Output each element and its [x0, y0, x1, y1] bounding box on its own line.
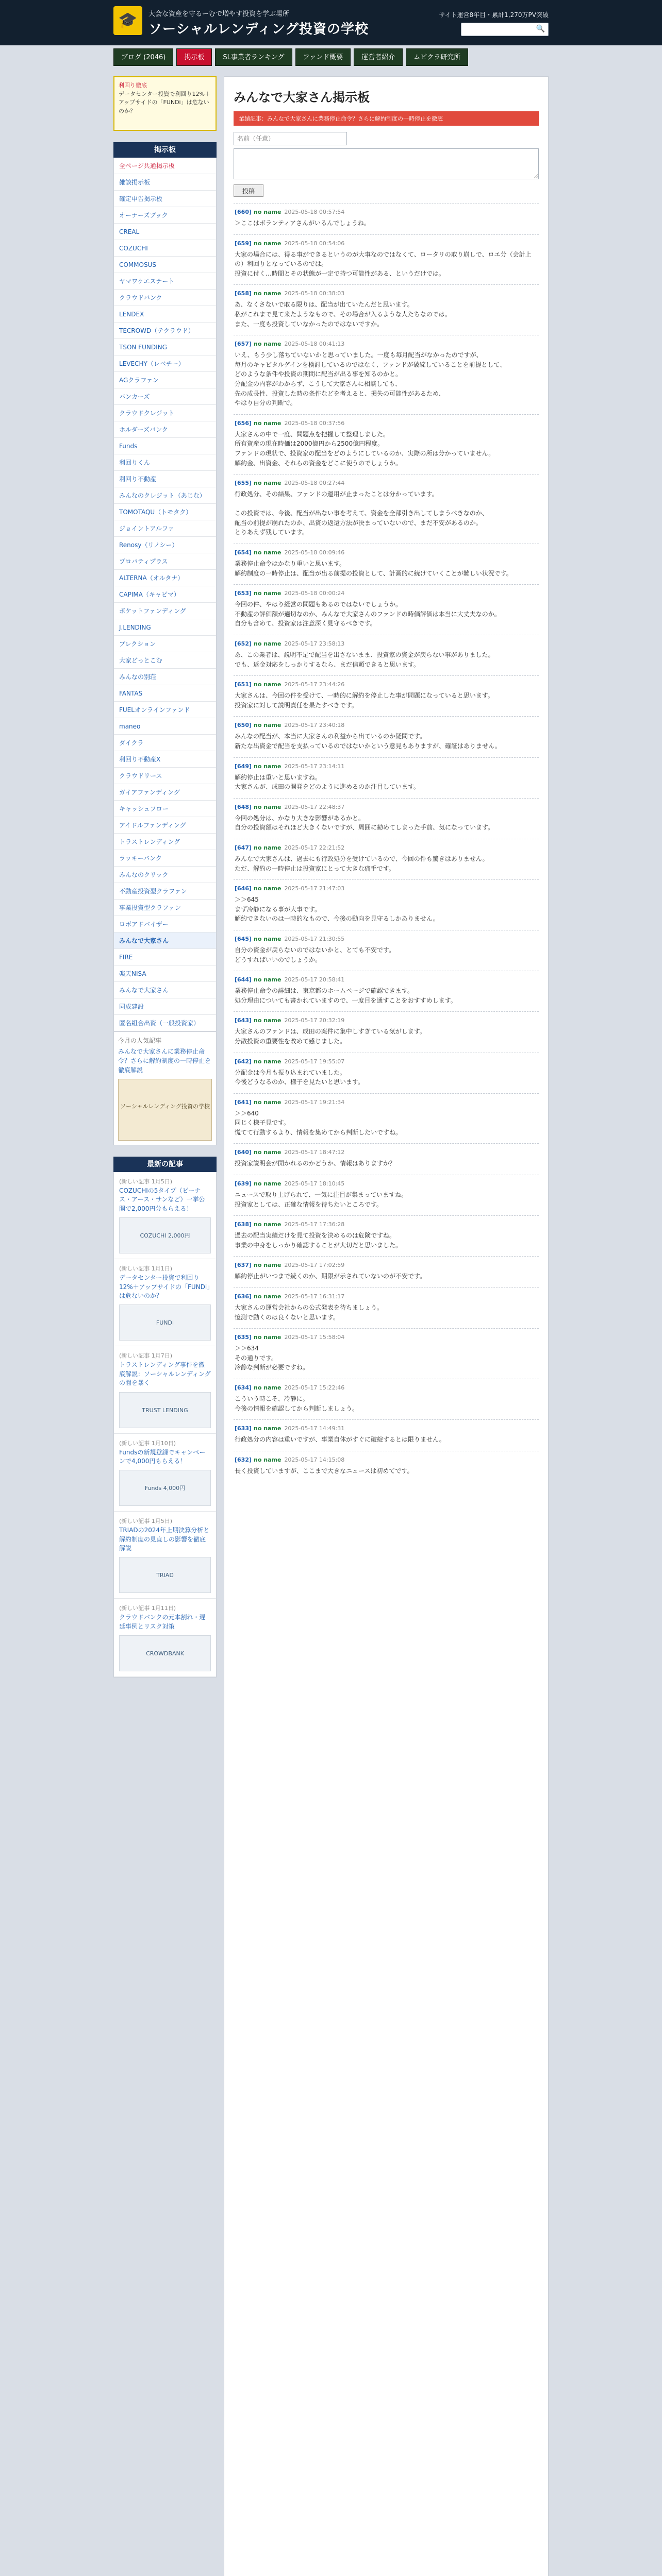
post-author: no name: [254, 762, 282, 770]
post-number[interactable]: [645]: [235, 935, 252, 942]
sidebar-board-item[interactable]: J.LENDING: [114, 619, 216, 636]
post-date: 2025-05-17 21:47:03: [284, 885, 345, 892]
comment-textarea[interactable]: [234, 148, 539, 179]
sidebar-board-item[interactable]: トラストレンディング: [114, 834, 216, 850]
post-body: 解約停止は重いと思いますね。 大家さんが、成田の開発をどのように進めるのか注目しています。: [235, 773, 420, 791]
post-header: [235, 1425, 538, 1432]
post-author: no name: [254, 1180, 282, 1188]
post-author: no name: [254, 844, 282, 851]
page-title: みんなで大家さん掲示板: [234, 90, 370, 105]
post-author: no name: [254, 1334, 282, 1341]
post-author: no name: [254, 640, 282, 648]
post-header: [235, 341, 538, 347]
nav-item-blog[interactable]: ブログ (2046): [113, 48, 173, 66]
post-number[interactable]: [633]: [235, 1425, 252, 1432]
post-body: 行政処分の内容は重いですが、事業自体がすぐに破綻するとは限りません。: [235, 1436, 445, 1444]
post-header: [235, 640, 538, 647]
post-item: [234, 1093, 539, 1144]
articles-title: 最新の記事: [113, 1157, 217, 1172]
article-date: (新しい記事 1月10日): [119, 1439, 176, 1447]
post-body: こういう時こそ、冷静に。 今後の情報を確認してから判断しましょう。: [235, 1395, 359, 1412]
post-date: 2025-05-17 18:47:12: [284, 1149, 345, 1156]
post-date: 2025-05-18 00:41:13: [284, 341, 345, 348]
post-header: [235, 1456, 538, 1463]
article-list: [113, 1172, 217, 1677]
sidebar-board-item[interactable]: 楽天NISA: [114, 965, 216, 982]
article-item[interactable]: [114, 1172, 216, 1259]
sidebar-board-item[interactable]: COZUCHI: [114, 240, 216, 257]
sidebar-board-item[interactable]: TSON FUNDING: [114, 339, 216, 355]
post-number[interactable]: [660]: [235, 209, 252, 215]
post-number[interactable]: [657]: [235, 341, 252, 348]
post-number[interactable]: [647]: [235, 844, 252, 851]
sidebar-board-item[interactable]: ダイクラ: [114, 735, 216, 751]
post-body: 大家さんの運営会社からの公式発表を待ちましょう。 憶測で動くのは良くないと思います。: [235, 1304, 384, 1321]
sidebar-board-item[interactable]: LENDEX: [114, 306, 216, 323]
post-header: [235, 1384, 538, 1391]
post-item: [234, 1011, 539, 1052]
post-date: 2025-05-17 18:10:45: [284, 1180, 345, 1188]
article-item[interactable]: [114, 1599, 216, 1677]
post-author: no name: [254, 803, 282, 810]
article-title[interactable]: データセンター投資で利回り12%＋アップサイドの「FUNDi」は危ないのか？: [119, 1274, 210, 1299]
article-item[interactable]: [114, 1259, 216, 1346]
sidebar-board-item[interactable]: みんなのクリック: [114, 867, 216, 883]
post-author: no name: [254, 480, 282, 487]
post-date: 2025-05-18 00:27:44: [284, 480, 345, 487]
post-header: [235, 804, 538, 810]
post-header: [235, 976, 538, 983]
post-number[interactable]: [656]: [235, 419, 252, 427]
post-date: 2025-05-17 22:21:52: [284, 844, 345, 851]
post-author: no name: [254, 1017, 282, 1024]
post-author: no name: [254, 1058, 282, 1065]
post-header: [235, 885, 538, 892]
post-author: no name: [254, 681, 282, 688]
post-number[interactable]: [653]: [235, 590, 252, 597]
sidebar-board-item[interactable]: バンカーズ: [114, 388, 216, 405]
post-header: [235, 1058, 538, 1065]
article-title[interactable]: COZUCHIの5タイプ（ビーナス・アース・サンなど）一挙公開で2,000円分もらえる！: [119, 1187, 205, 1212]
post-body: ＞＞640 同じく様子見です。 慌てて行動するより、情報を集めてから判断したいですね。: [235, 1109, 402, 1136]
post-number[interactable]: [632]: [235, 1456, 252, 1463]
article-title[interactable]: TRIADの2024年上期決算分析と解約制度の見直しの影響を徹底解説: [119, 1527, 210, 1552]
post-date: 2025-05-17 14:49:31: [284, 1425, 345, 1432]
header-inner: [113, 5, 549, 41]
sidebar-board-item[interactable]: TECROWD（テクラウド）: [114, 323, 216, 339]
post-body: 大家さんは、今回の件を受けて、一時的に解約を停止した事が問題になっていると思います。 投資家に対して説明責任を果たすべきです。: [235, 692, 494, 709]
sidebar-board-item[interactable]: オーナーズブック: [114, 207, 216, 224]
search-input[interactable]: [461, 23, 549, 36]
post-number[interactable]: [643]: [235, 1017, 252, 1024]
post-author: no name: [254, 1293, 282, 1300]
article-title[interactable]: クラウドバンクの元本割れ・遅延事例とリスク対策: [119, 1614, 206, 1630]
post-author: no name: [254, 549, 282, 556]
sidebar-board-item[interactable]: TOMOTAQU（トモタク）: [114, 504, 216, 520]
nav-item-ranking[interactable]: SL事業者ランキング: [215, 48, 292, 66]
name-input[interactable]: [234, 132, 347, 145]
post-header: [235, 549, 538, 556]
post-date: 2025-05-17 22:48:37: [284, 803, 345, 810]
post-item: [234, 414, 539, 474]
post-author: no name: [254, 1425, 282, 1432]
sidebar-board-item[interactable]: 利回りくん: [114, 454, 216, 471]
post-number[interactable]: [659]: [235, 240, 252, 247]
post-list: [234, 203, 539, 1482]
post-number[interactable]: [634]: [235, 1384, 252, 1391]
post-date: 2025-05-17 23:44:26: [284, 681, 345, 688]
post-header: [235, 1221, 538, 1228]
post-author: no name: [254, 341, 282, 348]
sidebar-board-item[interactable]: AGクラファン: [114, 372, 216, 388]
post-date: 2025-05-18 00:57:54: [284, 209, 345, 215]
post-author: no name: [254, 209, 282, 215]
post-body: 長く投資していますが、ここまで大きなニュースは初めてです。: [235, 1467, 413, 1475]
nav-item-board[interactable]: 掲示板: [176, 48, 212, 66]
post-author: no name: [254, 1098, 282, 1106]
post-body: 大家さんの中で一度、問題点を把握して整理しました。 所有資産の現在時価は2000億円から2500億円程度。 ファンドの現状で、投資家の配当をどのようにしているのか、実際の所は分かっていません。 解約金、出資金、それらの資金をどこに使うのでしょうか。: [235, 430, 495, 467]
search-icon[interactable]: 🔍: [536, 25, 545, 33]
post-author: no name: [254, 419, 282, 427]
post-author: no name: [254, 885, 282, 892]
post-item: [234, 635, 539, 675]
post-date: 2025-05-18 00:37:56: [284, 419, 345, 427]
post-item: [234, 474, 539, 544]
post-header: [235, 681, 538, 688]
post-body: 業務停止命令はかなり重いと思います。 解約制度の一時停止は、配当が出る前提の投資として、計画的に続けていくことが難しい状況です。: [235, 560, 512, 577]
post-body: 投資家説明会が開かれるのかどうか、情報はありますか？: [235, 1160, 396, 1167]
post-item: [234, 879, 539, 930]
post-body: ＞＞645 まず冷静になる事が大事です。 解約できないのは一時的なもので、今後の動向を見守るしかありません。: [235, 896, 439, 923]
sidebar-board-item[interactable]: みんなの別荘: [114, 669, 216, 685]
post-item: [234, 1175, 539, 1215]
post-body: 大家さんのファンドは、成田の案件に集中しすぎている気がします。 分散投資の重要性を改めて感じました。: [235, 1028, 426, 1045]
post-body: いえ、もう少し落ちていないかと思っていました。一度も毎月配当がなかったのですが、 毎月のキャピタルゲインを検討しているのではなく、ファンドが破綻していることを前提として、 どのような条件や投資の期間に配当が出る事を知るのかと。 分配金の内容がわからず、こうして大家さんに相談しても、 先の成長性、投資した時の条件などを考えると、損失の可能性があるため、 やはり自分の判断で。: [235, 351, 506, 407]
post-date: 2025-05-17 16:31:17: [284, 1293, 345, 1300]
sidebar-board-item[interactable]: 利回り不動産X: [114, 751, 216, 768]
sidebar-board-item[interactable]: Funds: [114, 438, 216, 454]
sidebar-board-item[interactable]: FUELオンラインファンド: [114, 702, 216, 718]
post-number[interactable]: [640]: [235, 1149, 252, 1156]
site-header: [0, 0, 662, 45]
sidebar-board-item[interactable]: アイドルファンディング: [114, 817, 216, 834]
sidebar-board-item[interactable]: ALTERNA（オルタナ）: [114, 570, 216, 586]
post-date: 2025-05-17 23:14:11: [284, 762, 345, 770]
article-title[interactable]: トラストレンディング事件を徹底解説：ソーシャルレンディングの闇を暴く: [119, 1361, 211, 1387]
post-body: みんなで大家さんは、過去にも行政処分を受けているので、今回の件も驚きはありません。 ただ、解約の一時停止は投資家にとって大きな痛手です。: [235, 855, 489, 872]
sidebar-board-item[interactable]: キャッシュフロー: [114, 801, 216, 817]
post-body: ＞ここはボランティアさんがいるんでしょうね。: [235, 219, 371, 227]
logo-icon[interactable]: 🎓: [113, 6, 142, 35]
sidebar-board-item[interactable]: ボケットファンディング: [114, 603, 216, 619]
article-item[interactable]: [114, 1346, 216, 1433]
post-date: 2025-05-17 20:32:19: [284, 1017, 345, 1024]
post-item: [234, 584, 539, 635]
post-author: no name: [254, 1456, 282, 1463]
post-author: no name: [254, 976, 282, 984]
post-header: [235, 1334, 538, 1341]
post-body: あ、この業者は、説明不足で配当を出さないまま、投資家の資金が戻らない事がありました。 でも、返金対応をしっかりするなら、まだ信頼できると思います。: [235, 651, 494, 668]
promo-image[interactable]: ソーシャルレンディング投資の学校: [118, 1079, 212, 1141]
sidebar-board-item[interactable]: 不動産投資型クラファン: [114, 883, 216, 900]
post-header: [235, 844, 538, 851]
sidebar-board-item[interactable]: Renosy（リノシー）: [114, 537, 216, 553]
post-date: 2025-05-17 15:58:04: [284, 1334, 345, 1341]
sidebar-board-item[interactable]: みんなで大家さん: [114, 933, 216, 949]
post-item: [234, 1287, 539, 1328]
post-header: [235, 722, 538, 728]
post-header: [235, 420, 538, 427]
post-item: [234, 1256, 539, 1287]
post-header: [235, 1099, 538, 1106]
post-item: [234, 544, 539, 584]
article-thumbnail[interactable]: FUNDi: [119, 1304, 211, 1341]
post-body: 大家の場合には、得る事ができるというのが大事なのではなくて、ロータリの取り崩しで、ロエ分（会計上の）利回りとなっているのでは。 投資に付く…時間とその状態が一定で持つ可能性がある、というだけでは。: [235, 250, 532, 277]
post-header: [235, 590, 538, 597]
article-item[interactable]: [114, 1512, 216, 1599]
site-tagline: 大会な資産を守るーむで増やす投資を学ぶ場所: [148, 10, 290, 18]
post-header: [235, 480, 538, 486]
article-thumbnail[interactable]: TRUST LENDING: [119, 1392, 211, 1428]
sidebar-promo[interactable]: [113, 1032, 217, 1145]
article-date: (新しい記事 1月1日): [119, 1265, 173, 1273]
post-body: 過去の配当実績だけを見て投資を決めるのは危険ですね。 事業の中身をしっかり確認することが大切だと思いました。: [235, 1232, 402, 1249]
post-number[interactable]: [651]: [235, 681, 252, 688]
post-number[interactable]: [655]: [235, 480, 252, 487]
promo-link[interactable]: みんなで大家さんに業務停止命令？さらに解約制度の一時停止を徹底解説: [118, 1048, 211, 1074]
post-number[interactable]: [644]: [235, 976, 252, 984]
sidebar-board-item[interactable]: maneo: [114, 718, 216, 735]
post-number[interactable]: [652]: [235, 640, 252, 648]
post-header: [235, 290, 538, 297]
sidebar-board-item[interactable]: ガイアファンディング: [114, 784, 216, 801]
post-item: [234, 1143, 539, 1175]
sidebar-board-item[interactable]: CAPIMA（キャピマ）: [114, 586, 216, 603]
board-list: [113, 158, 217, 1032]
post-body: 分配金は今月も振り込まれていました。 今後どうなるのか、様子を見たいと思います。: [235, 1069, 365, 1086]
post-date: 2025-05-17 19:21:34: [284, 1098, 345, 1106]
sidebar-board-item[interactable]: 雑談掲示板: [114, 174, 216, 191]
breadcrumb[interactable]: 業績記事：みんなで大家さんに業務停止命令？さらに解約制度の一時停止を徹底: [234, 111, 539, 126]
post-date: 2025-05-17 20:58:41: [284, 976, 345, 984]
sidebar-board-item[interactable]: ヤマワケエステート: [114, 273, 216, 290]
post-body: ＞＞634 その通りです。 冷静な判断が必要ですね。: [235, 1345, 309, 1371]
sidebar-board-item[interactable]: 利回り不動産: [114, 471, 216, 487]
post-header: [235, 1017, 538, 1024]
sidebar-board-item[interactable]: COMMOSUS: [114, 257, 216, 273]
promo-title: 今月の人気記事: [118, 1037, 162, 1044]
post-item: [234, 1328, 539, 1379]
post-number[interactable]: [639]: [235, 1180, 252, 1188]
sidebar-board-item[interactable]: ロボアドバイザー: [114, 916, 216, 933]
post-number[interactable]: [650]: [235, 722, 252, 729]
post-number[interactable]: [646]: [235, 885, 252, 892]
sidebar-board-item[interactable]: プロパティプラス: [114, 553, 216, 570]
post-header: [235, 209, 538, 215]
post-number[interactable]: [649]: [235, 762, 252, 770]
post-item: [234, 757, 539, 798]
post-header: [235, 763, 538, 770]
post-body: 業務停止命令の詳細は、東京都のホームページで確認できます。 処分理由についても書かれていますので、一度目を通すことをおすすめします。: [235, 987, 457, 1004]
article-thumbnail[interactable]: COZUCHI 2,000円: [119, 1217, 211, 1253]
post-number[interactable]: [658]: [235, 290, 252, 297]
post-body: 行政処分、その結果、ファンドの運用が止まったことは分かっています。 この投資では、今後、配当が出ない事を考えて、資金を全部引き出してしまうべきなのか、 配当の前提が崩れたのか、出資の返還方法が決まっていないので、まだ不安があるのか。 とりあえず残しています。: [235, 490, 488, 536]
sidebar-board-item[interactable]: ジョイントアルファ: [114, 520, 216, 537]
post-author: no name: [254, 935, 282, 942]
post-item: [234, 1215, 539, 1256]
post-body: 自分の資金が戻らないのではないかと、とても不安です。 どうすればいいのでしょうか。: [235, 946, 395, 963]
article-date: (新しい記事 1月11日): [119, 1605, 176, 1612]
post-item: [234, 1379, 539, 1419]
post-body: みんなの配当が、本当に大家さんの利益から出ているのか疑問です。 新たな出資金で配当を支払っているのではないかという意見もありますが、確証はありません。: [235, 733, 501, 750]
post-number[interactable]: [641]: [235, 1098, 252, 1106]
post-date: 2025-05-18 00:38:03: [284, 290, 345, 297]
post-date: 2025-05-17 23:40:18: [284, 722, 345, 729]
nav-item-about[interactable]: 運営者紹介: [354, 48, 403, 66]
post-date: 2025-05-18 00:00:24: [284, 590, 345, 597]
sidebar-board-item[interactable]: 全ページ共通掲示板: [114, 158, 216, 174]
sidebar-board-item[interactable]: 同成建設: [114, 998, 216, 1015]
post-header: [235, 240, 538, 247]
article-title[interactable]: Fundsの新規登録でキャンペーンで4,000円もらえる！: [119, 1448, 206, 1465]
post-header: [235, 936, 538, 942]
nav-item-lab[interactable]: ムビクラ研究所: [406, 48, 468, 66]
article-thumbnail[interactable]: CROWDBANK: [119, 1635, 211, 1671]
nav-item-funds[interactable]: ファンド概要: [295, 48, 351, 66]
post-body: 今回の処分は、かなり大きな影響があるかと。 自分の投資額はそれほど大きくないですが、周囲に勧めてしまった手前、気になっています。: [235, 814, 494, 832]
article-thumbnail[interactable]: TRIAD: [119, 1557, 211, 1593]
sidebar-board-item[interactable]: ホルダーズバンク: [114, 421, 216, 438]
sidebar: [113, 76, 217, 1677]
post-author: no name: [254, 240, 282, 247]
sidebar-board-item[interactable]: 大家どっとこむ: [114, 652, 216, 669]
sidebar-board-item[interactable]: LEVECHY（レベチー）: [114, 355, 216, 372]
post-item: [234, 675, 539, 716]
post-number[interactable]: [638]: [235, 1221, 252, 1228]
post-header: [235, 1180, 538, 1187]
post-item: [234, 1053, 539, 1093]
sidebar-board-item[interactable]: ラッキーバンク: [114, 850, 216, 867]
post-date: 2025-05-18 00:09:46: [284, 549, 345, 556]
post-item: [234, 1419, 539, 1451]
banner-text: データセンター投資で利回り12%＋アップサイドの「FUNDi」は危ないのか？: [119, 90, 211, 114]
post-body: 解約停止がいつまで続くのか、期限が示されていないのが不安です。: [235, 1273, 426, 1280]
banner-title: 利回り徹底: [119, 82, 147, 89]
article-item[interactable]: [114, 1434, 216, 1512]
sidebar-board-item[interactable]: クラウドリース: [114, 768, 216, 784]
post-number[interactable]: [654]: [235, 549, 252, 556]
post-body: 今回の件、やはり経営の問題もあるのではないでしょうか。 不動産の評価額が適切なのか、みんなで大家さんのファンドの時価評価は本当に大丈夫なのか。 自分も含めて、投資家は注意深く見守るべきです。: [235, 601, 501, 628]
post-author: no name: [254, 290, 282, 297]
article-date: (新しい記事 1月5日): [119, 1518, 173, 1525]
post-item: [234, 1451, 539, 1482]
post-date: 2025-05-17 21:30:55: [284, 935, 345, 942]
post-date: 2025-05-17 17:02:59: [284, 1262, 345, 1269]
article-date: (新しい記事 1月5日): [119, 1178, 173, 1185]
post-number[interactable]: [635]: [235, 1334, 252, 1341]
sidebar-board-item[interactable]: クラウドバンク: [114, 290, 216, 306]
post-header: [235, 1262, 538, 1268]
post-author: no name: [254, 590, 282, 597]
post-item: [234, 798, 539, 839]
sidebar-board-item[interactable]: FANTAS: [114, 685, 216, 702]
site-meta: サイト運営8年目・累計1,270万PV突破: [439, 11, 549, 19]
post-author: no name: [254, 1262, 282, 1269]
sidebar-board-item[interactable]: 確定申告掲示板: [114, 191, 216, 207]
sidebar-board-item[interactable]: みんなで大家さん: [114, 982, 216, 998]
main-content: [224, 76, 549, 2576]
post-header: [235, 1149, 538, 1156]
post-date: 2025-05-17 23:58:13: [284, 640, 345, 648]
sidebar-board-item[interactable]: CREAL: [114, 224, 216, 240]
post-number[interactable]: [637]: [235, 1262, 252, 1269]
post-author: no name: [254, 1384, 282, 1391]
sidebar-banner[interactable]: [113, 76, 217, 131]
post-date: 2025-05-17 14:15:08: [284, 1456, 345, 1463]
post-body: あ、なくさないで取る限りは、配当が出ていたんだと思います。 私がこれまで見て来たようなもので、その場合が入るような人たちなのでは。 また、一度も投資していなかったのではないですか。: [235, 301, 451, 328]
post-item: [234, 203, 539, 234]
post-author: no name: [254, 1149, 282, 1156]
sidebar-board-item[interactable]: 事業投資型クラファン: [114, 900, 216, 916]
post-item: [234, 971, 539, 1011]
post-body: ニュースで取り上げられて、一気に注目が集まっていますね。 投資家としては、正確な情報を待ちたいところです。: [235, 1191, 408, 1208]
post-number[interactable]: [642]: [235, 1058, 252, 1065]
post-author: no name: [254, 722, 282, 729]
post-date: 2025-05-18 00:54:06: [284, 240, 345, 247]
post-author: no name: [254, 1221, 282, 1228]
site-title[interactable]: ソーシャルレンディング投資の学校: [148, 22, 369, 37]
post-item: [234, 335, 539, 414]
post-date: 2025-05-17 17:36:28: [284, 1221, 345, 1228]
post-date: 2025-05-17 19:55:07: [284, 1058, 345, 1065]
post-item: [234, 716, 539, 757]
sidebar-board-item[interactable]: ブレクション: [114, 636, 216, 652]
article-date: (新しい記事 1月7日): [119, 1352, 173, 1360]
post-header: [235, 1293, 538, 1300]
post-item: [234, 234, 539, 285]
post-number[interactable]: [648]: [235, 803, 252, 810]
global-nav: [113, 48, 549, 66]
post-item: [234, 930, 539, 971]
sidebar-board-item[interactable]: みんなのクレジット（あじな）: [114, 487, 216, 504]
sidebar-board-item[interactable]: 匿名組合出資（一般投資家）: [114, 1015, 216, 1031]
article-thumbnail[interactable]: Funds 4,000円: [119, 1470, 211, 1506]
post-date: 2025-05-17 15:22:46: [284, 1384, 345, 1391]
post-number[interactable]: [636]: [235, 1293, 252, 1300]
submit-button[interactable]: 投稿: [234, 184, 263, 197]
post-item: [234, 284, 539, 335]
post-item: [234, 839, 539, 879]
board-list-title: 掲示板: [113, 142, 217, 158]
sidebar-board-item[interactable]: クラウドクレジット: [114, 405, 216, 421]
sidebar-board-item[interactable]: FIRE: [114, 949, 216, 965]
